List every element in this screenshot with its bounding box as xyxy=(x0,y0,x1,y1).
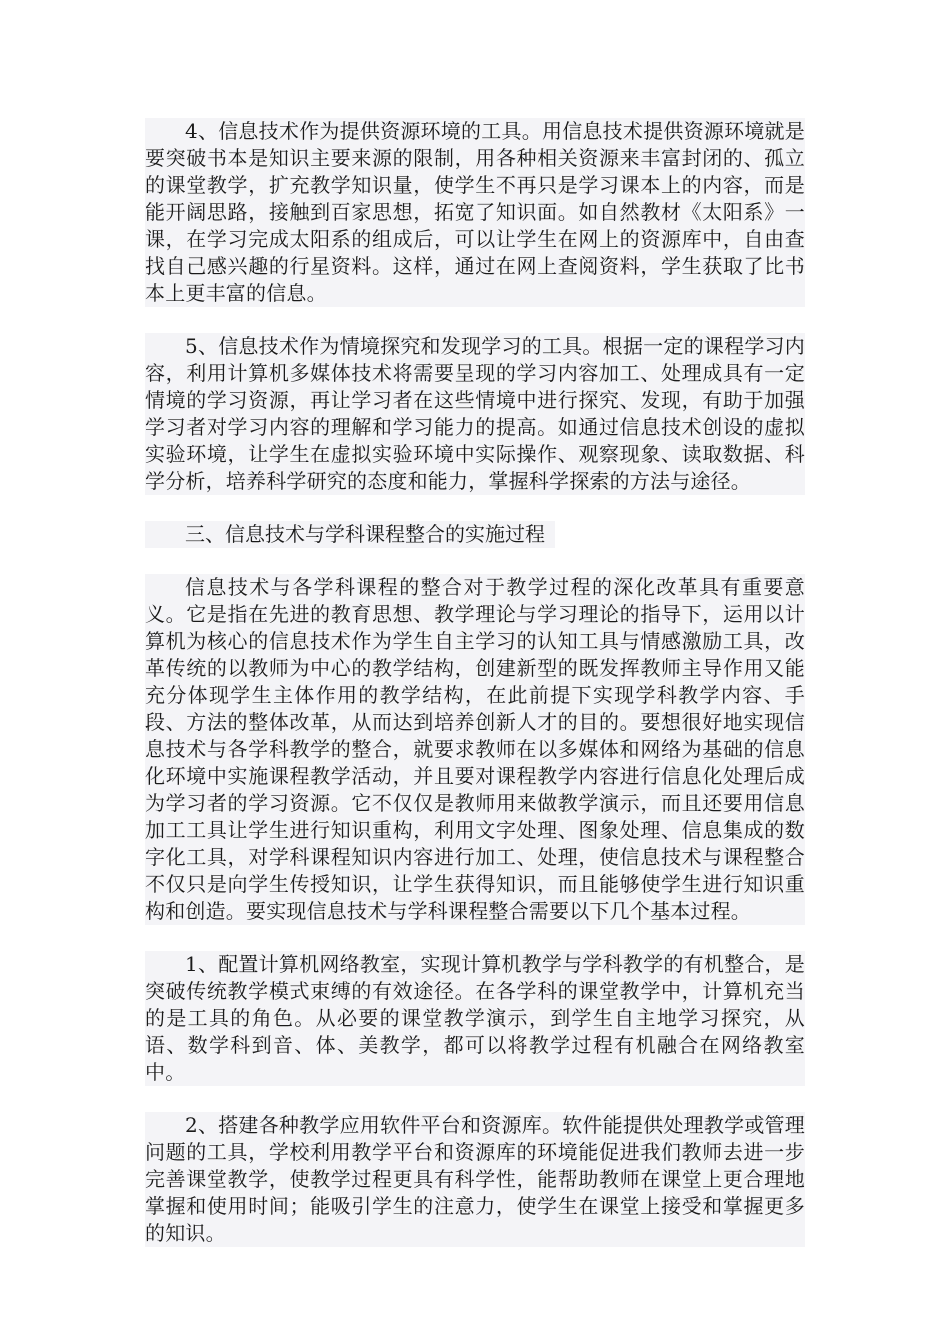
paragraph-item-5: 5、信息技术作为情境探究和发现学习的工具。根据一定的课程学习内容，利用计算机多媒体技术将需要呈现的学习内容加工、处理成具有一定情境的学习资源，再让学习者在这些情境中进行探究、发现，有助于加强学习者对学习内容的理解和学习能力的提高。如通过信息技术创设的虚拟实验环境，让学生在虚拟实验环境中实际操作、观察现象、读取数据、科学分析，培养科学研究的态度和能力，掌握科学探索的方法与途径。 xyxy=(145,334,805,493)
section-heading-wrapper xyxy=(145,521,805,574)
document-body xyxy=(145,118,805,1273)
paragraph-step-1: 1、配置计算机网络教室，实现计算机教学与学科教学的有机整合，是突破传统教学模式束缚的有效途径。在各学科的课堂教学中，计算机充当的是工具的角色。从必要的课堂教学演示，到学生自主地学习探究，从语、数学科到音、体、美教学，都可以将教学过程有机融合在网络教室中。 xyxy=(145,952,805,1084)
paragraph-intro: 信息技术与各学科课程的整合对于教学过程的深化改革具有重要意义。它是指在先进的教育思想、教学理论与学习理论的指导下，运用以计算机为核心的信息技术作为学生自主学习的认知工具与情感激励工具，改革传统的以教师为中心的教学结构，创建新型的既发挥教师主导作用又能充分体现学生主体作用的教学结构，在此前提下实现学科教学内容、手段、方法的整体改革，从而达到培养创新人才的目的。要想很好地实现信息技术与各学科教学的整合，就要求教师在以多媒体和网络为基础的信息化环境中实施课程教学活动，并且要对课程教学内容进行信息化处理后成为学习者的学习资源。它不仅仅是教师用来做教学演示，而且还要用信息加工工具让学生进行知识重构，利用文字处理、图象处理、信息集成的数字化工具，对学科课程知识内容进行加工、处理，使信息技术与课程整合不仅只是向学生传授知识，让学生获得知识，而且能够使学生进行知识重构和创造。要实现信息技术与学科课程整合需要以下几个基本过程。 xyxy=(145,575,805,923)
paragraph-item-4: 4、信息技术作为提供资源环境的工具。用信息技术提供资源环境就是要突破书本是知识主要来源的限制，用各种相关资源来丰富封闭的、孤立的课堂教学，扩充教学知识量，使学生不再只是学习课本上的内容，而是能开阔思路，接触到百家思想，拓宽了知识面。如自然教材《太阳系》一课，在学习完成太阳系的组成后，可以让学生在网上的资源库中，自由查找自己感兴趣的行星资料。这样，通过在网上查阅资料，学生获取了比书本上更丰富的信息。 xyxy=(145,119,805,305)
paragraph-step-2: 2、搭建各种教学应用软件平台和资源库。软件能提供处理教学或管理问题的工具，学校利用教学平台和资源库的环境能促进我们教师去进一步完善课堂教学，使教学过程更具有科学性，能帮助教师在课堂上更合理地掌握和使用时间；能吸引学生的注意力，使学生在课堂上接受和掌握更多的知识。 xyxy=(145,1113,805,1245)
section-heading: 三、信息技术与学科课程整合的实施过程 xyxy=(145,521,555,548)
